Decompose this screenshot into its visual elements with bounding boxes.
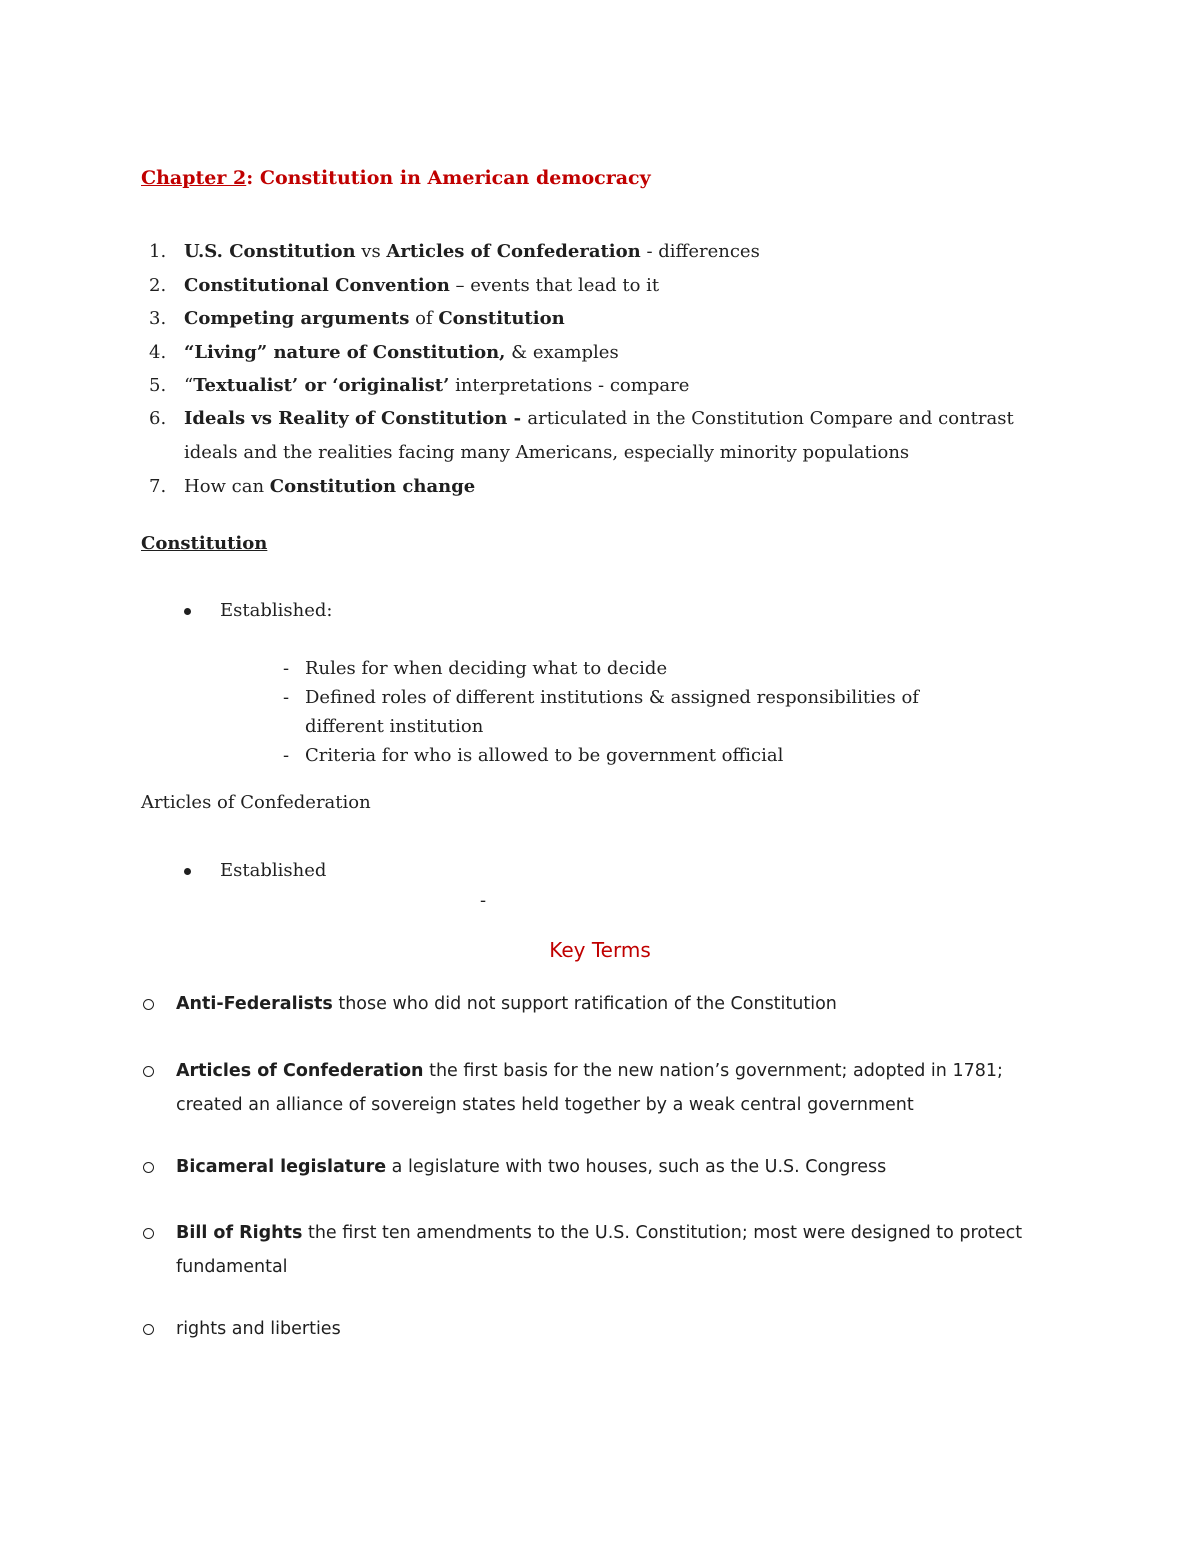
key-term-name: Articles of Confederation: [176, 1061, 424, 1081]
dash-item-text: Defined roles of different institutions & assigned responsibilities of different institution: [305, 687, 919, 737]
key-term-definition: rights and liberties: [176, 1319, 341, 1339]
stray-dash: -: [480, 890, 487, 911]
chapter-title: [141, 167, 651, 189]
objective-text: [184, 269, 1054, 303]
objective-bold-text: Constitution: [438, 308, 565, 329]
key-term-definition: the first ten amendments to the U.S. Constitution; most were designed to protect fundamental: [176, 1223, 1023, 1277]
hollow-bullet-icon: [143, 1324, 154, 1335]
objective-bold-text: Articles of Confederation: [386, 241, 641, 262]
objective-bold-text: U.S. Constitution: [184, 241, 356, 262]
hollow-bullet-icon: [143, 1162, 154, 1173]
key-term-text: [176, 987, 1056, 1021]
key-term-text: [176, 1216, 1056, 1284]
objective-bold-text: “Living” nature of Constitution,: [184, 342, 506, 363]
objective-plain-text: of: [409, 308, 439, 329]
objective-bold-text: Competing arguments: [184, 308, 410, 329]
constitution-bullet-text: Established:: [220, 600, 333, 621]
key-term-definition: the first basis for the new nation’s government; adopted in 1781; created an alliance of sovereign states held together by a weak central government: [176, 1061, 1003, 1115]
objective-plain-text: articulated in the Constitution Compare and contrast ideals and the realities facing many Americans, especially minority populations: [184, 408, 1014, 463]
objective-number: 2.: [149, 275, 167, 296]
objective-number: 7.: [149, 476, 167, 497]
hollow-bullet-icon: [143, 999, 154, 1010]
objective-text: [184, 402, 1054, 469]
articles-heading: Articles of Confederation: [141, 792, 371, 813]
hollow-bullet-icon: [143, 1066, 154, 1077]
key-term-name: Anti-Federalists: [176, 994, 333, 1014]
objective-number: 4.: [149, 342, 167, 363]
key-term-text: [176, 1054, 1056, 1122]
dash-item-text: Rules for when deciding what to decide: [305, 658, 668, 679]
key-term-definition: a legislature with two houses, such as the U.S. Congress: [386, 1157, 887, 1177]
objective-text: [184, 336, 1054, 370]
bullet-dot-icon: [184, 868, 191, 875]
objective-text: [184, 369, 1054, 403]
key-term-name: Bill of Rights: [176, 1223, 303, 1243]
constitution-heading: Constitution: [141, 533, 268, 554]
objective-number: 1.: [149, 241, 167, 262]
objective-plain-text: & examples: [505, 342, 619, 363]
objective-plain-text: - differences: [640, 241, 760, 262]
key-term-name: Bicameral legislature: [176, 1157, 387, 1177]
key-term-definition: those who did not support ratification of the Constitution: [332, 994, 837, 1014]
articles-bullet-text: Established: [220, 860, 327, 881]
objective-plain-text: “: [184, 375, 194, 396]
objective-plain-text: – events that lead to it: [449, 275, 660, 296]
key-term-text: [176, 1150, 1056, 1184]
objective-plain-text: How can: [184, 476, 270, 497]
objective-bold-text: Ideals vs Reality of Constitution -: [184, 408, 528, 429]
objective-plain-text: interpretations - compare: [449, 375, 690, 396]
objective-plain-text: vs: [355, 241, 387, 262]
hollow-bullet-icon: [143, 1228, 154, 1239]
dash-item-text: Criteria for who is allowed to be government official: [305, 745, 784, 766]
bullet-dot-icon: [184, 608, 191, 615]
objective-bold-text: Textualist’ or ‘originalist’: [193, 375, 450, 396]
objective-text: [184, 470, 1054, 504]
objective-number: 3.: [149, 308, 167, 329]
objective-number: 5.: [149, 375, 167, 396]
chapter-subtitle: : Constitution in American democracy: [246, 167, 651, 189]
objective-text: [184, 235, 1054, 269]
objective-text: [184, 302, 1054, 336]
objective-number: 6.: [149, 408, 167, 429]
key-term-text: [176, 1312, 1056, 1346]
chapter-number: Chapter 2: [141, 167, 247, 189]
objective-bold-text: Constitution change: [269, 476, 476, 497]
key-terms-heading: Key Terms: [549, 938, 651, 962]
objective-bold-text: Constitutional Convention: [184, 275, 450, 296]
